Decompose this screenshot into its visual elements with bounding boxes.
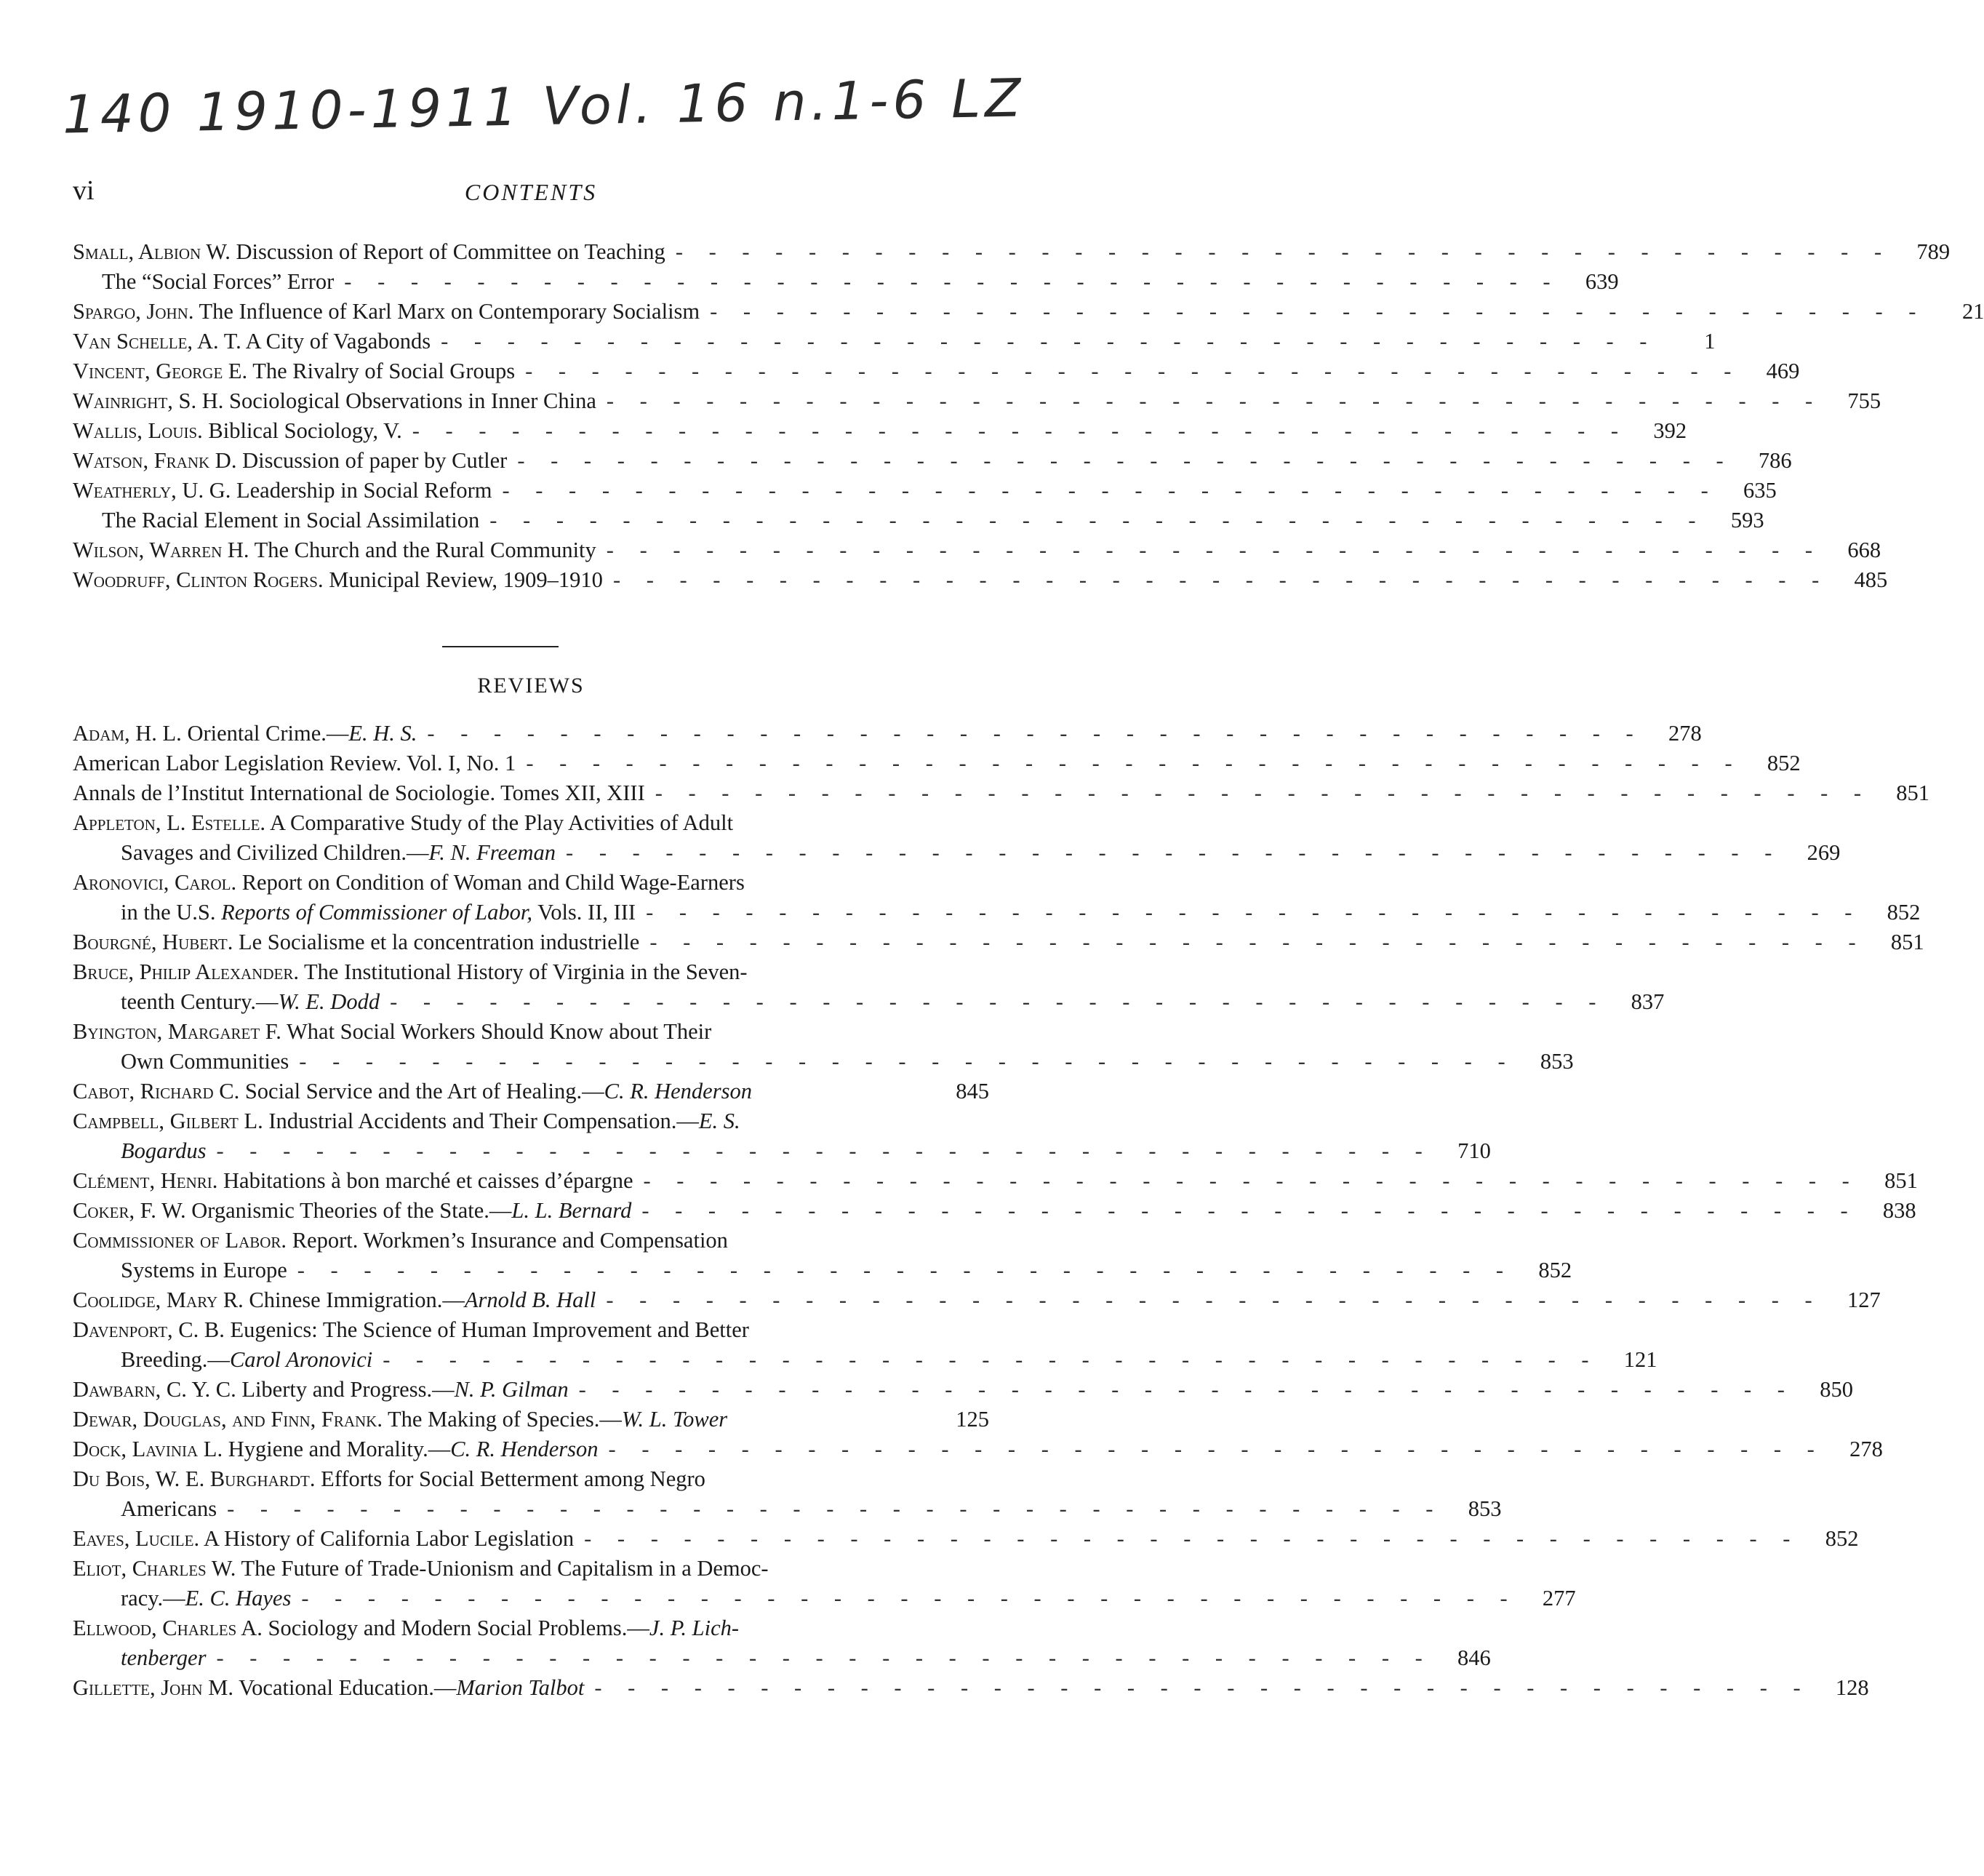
- review-entry: [73, 1554, 1576, 1613]
- dot-leader: - - - - - - - - - - - - - - - - - - - - - - - - - - - - - - - - - - - - -: [710, 299, 1927, 324]
- entry-reviewer: Reports of Commissioner of Labor,: [221, 900, 533, 925]
- dot-leader: - - - - - - - - - - - - - - - - - - - - - - - - - - - - - - - - - - - - -: [299, 1049, 1516, 1074]
- entry-text: [102, 267, 334, 297]
- entry-line: [73, 1047, 1574, 1077]
- entry-title: Sociology and Modern Social Problems.—: [268, 1616, 649, 1640]
- entry-text: [121, 987, 380, 1017]
- entry-text: [73, 957, 748, 987]
- entry-title: A History of California Labor Legislation: [204, 1526, 575, 1551]
- dot-leader: - - - - - - - - - - - - - - - - - - - - - - - - - - - - - - - - - - - - -: [608, 1437, 1825, 1461]
- dot-leader: - - - - - - - - - - - - - - - - - - - - - - - - - - - - - - - - - - - - -: [216, 1138, 1433, 1163]
- contents-entry: [73, 446, 1792, 476]
- entry-line: [73, 1405, 989, 1434]
- dot-leader: - - - - - - - - - - - - - - - - - - - - - - - - - - - - - - - - - - - - -: [612, 567, 1830, 592]
- page-number: 853: [1540, 1049, 1574, 1074]
- entry-title: Social Service and the Art of Healing.—: [244, 1079, 604, 1103]
- entry-title: Discussion of paper by Cutler: [242, 448, 508, 473]
- review-entry: [73, 749, 1801, 778]
- dot-leader: - - - - - - - - - - - - - - - - - - - - - - - - - - - - - - - - - - - - -: [643, 1168, 1860, 1193]
- entry-author: Eliot, Charles W.: [73, 1556, 236, 1581]
- entry-line: [73, 565, 1888, 595]
- entry-reviewer: Arnold B. Hall: [464, 1288, 596, 1312]
- entry-author: Spargo, John.: [73, 299, 194, 324]
- entry-title: Report. Workmen’s Insurance and Compensation: [292, 1228, 728, 1253]
- review-entry: [73, 1226, 1572, 1285]
- entry-reviewer: F. N. Freeman: [428, 840, 556, 865]
- entry-line: [73, 237, 1951, 267]
- reviews-list: [73, 719, 1930, 1703]
- entry-author: Coker, F. W.: [73, 1198, 186, 1223]
- entry-text: [73, 1524, 574, 1554]
- page-number: 469: [1766, 359, 1800, 383]
- contents-list: [73, 237, 1984, 595]
- dot-leader: - - - - - - - - - - - - - - - - - - - - - - - - - - - - - - - - - - - - -: [441, 329, 1657, 354]
- dot-leader: - - - - - - - - - - - - - - - - - - - - - - - - - - - - - - - - - - - - -: [578, 1377, 1795, 1402]
- entry-text: [73, 868, 745, 898]
- entry-author: Wilson, Warren H.: [73, 538, 249, 562]
- entry-line: [73, 808, 989, 838]
- entry-author: Bourgné, Hubert.: [73, 930, 233, 954]
- dot-leader: - - - - - - - - - - - - - - - - - - - - - - - - - - - - - - - - - - - - -: [502, 478, 1719, 503]
- contents-entry: [73, 386, 1881, 416]
- review-entry: [73, 1106, 1491, 1166]
- entry-title: Breeding.—: [121, 1347, 230, 1372]
- review-entry: [73, 1524, 1859, 1554]
- dot-leader: - - - - - - - - - - - - - - - - - - - - - - - - - - - - - - - - - - - - -: [594, 1675, 1811, 1700]
- review-entry: [73, 719, 1702, 749]
- dot-leader: - - - - - - - - - - - - - - - - - - - - - - - - - - - - - - - - - - - - -: [297, 1258, 1514, 1282]
- entry-line: [73, 1166, 1918, 1196]
- entry-reviewer: Marion Talbot: [456, 1675, 585, 1700]
- entry-line: [73, 1077, 989, 1106]
- entry-text: [121, 1256, 287, 1285]
- dot-leader: - - - - - - - - - - - - - - - - - - - - - - - - - - - - - - - - - - - - -: [584, 1526, 1801, 1551]
- review-entry: [73, 1434, 1883, 1464]
- page-number: 639: [1585, 269, 1619, 294]
- page-number: 278: [1849, 1437, 1883, 1461]
- entry-reviewer: E. H. S.: [348, 721, 417, 746]
- entry-text: [73, 327, 431, 356]
- entry-title: Leadership in Social Reform: [236, 478, 492, 503]
- review-entry: [73, 1285, 1881, 1315]
- folio-number: vi: [73, 175, 95, 206]
- entry-author: Coolidge, Mary R.: [73, 1288, 244, 1312]
- entry-line: [73, 957, 989, 987]
- entry-reviewer: W. E. Dodd: [278, 989, 380, 1014]
- entry-line: [73, 1285, 1881, 1315]
- page-number: 635: [1743, 478, 1777, 503]
- review-entry: [73, 1196, 1916, 1226]
- dot-leader: - - - - - - - - - - - - - - - - - - - - - - - - - - - - - - - - - - - - -: [641, 1198, 1858, 1223]
- entry-reviewer: L. L. Bernard: [511, 1198, 632, 1223]
- entry-line: [73, 1434, 1883, 1464]
- entry-line: [73, 535, 1881, 565]
- page-number: 786: [1758, 448, 1792, 473]
- entry-line: [73, 838, 1841, 868]
- dot-leader: - - - - - - - - - - - - - - - - - - - - - - - - - - - - - - - - - - - - -: [606, 538, 1823, 562]
- entry-title: The Rivalry of Social Groups: [252, 359, 516, 383]
- entry-author: Van Schelle, A. T.: [73, 329, 241, 354]
- entry-title: The “Social Forces” Error: [102, 269, 335, 294]
- entry-title: Systems in Europe: [121, 1258, 287, 1282]
- entry-line: [73, 749, 1801, 778]
- contents-entry: [73, 476, 1777, 506]
- entry-title: Hygiene and Morality.—: [228, 1437, 451, 1461]
- page-number: 851: [1890, 930, 1924, 954]
- page-number: 392: [1653, 418, 1687, 443]
- entry-title: Americans: [121, 1496, 217, 1521]
- review-entry: [73, 1405, 989, 1434]
- entry-title: Annals de l’Institut International de Sociologie. Tomes XII, XIII: [73, 781, 645, 805]
- entry-reviewer: J. P. Lich-: [649, 1616, 740, 1640]
- page-number: 21: [1961, 299, 1984, 324]
- page-number: 1: [1704, 329, 1716, 354]
- entry-text: [73, 1673, 584, 1703]
- entry-text: [73, 1166, 633, 1196]
- handwritten-catalog-note: 140 1910-1911 Vol. 16 n.1-6 LZ: [62, 67, 1026, 145]
- entry-text: [121, 838, 556, 868]
- entry-author: Campbell, Gilbert L.: [73, 1109, 263, 1133]
- entry-text: [73, 416, 402, 446]
- entry-line: [73, 1524, 1859, 1554]
- dot-leader: - - - - - - - - - - - - - - - - - - - - - - - - - - - - - - - - - - - - -: [216, 1645, 1433, 1670]
- entry-text: [73, 1315, 749, 1345]
- page-number: 485: [1854, 567, 1888, 592]
- contents-entry: [73, 237, 1951, 267]
- entry-title: American Labor Legislation Review. Vol. I, No. 1: [73, 751, 516, 775]
- entry-line: [73, 1226, 989, 1256]
- entry-line: [73, 356, 1800, 386]
- entry-reviewer: C. R. Henderson: [604, 1079, 752, 1103]
- entry-line: [73, 1375, 1853, 1405]
- entry-title: Organismic Theories of the State.—: [191, 1198, 512, 1223]
- entry-line: [73, 327, 1716, 356]
- entry-author: Weatherly, U. G.: [73, 478, 231, 503]
- entry-author: Eaves, Lucile.: [73, 1526, 200, 1551]
- review-entry: [73, 1017, 1574, 1077]
- entry-title: A Comparative Study of the Play Activities of Adult: [269, 810, 734, 835]
- entry-author: Watson, Frank D.: [73, 448, 237, 473]
- entry-title: The Racial Element in Social Assimilation: [102, 508, 480, 532]
- entry-title: What Social Workers Should Know about Their: [287, 1019, 712, 1044]
- entry-title: Industrial Accidents and Their Compensation.—: [268, 1109, 699, 1133]
- entry-title: Habitations à bon marché et caisses d’épargne: [223, 1168, 633, 1193]
- entry-title: in the U.S.: [121, 900, 216, 925]
- dot-leader: - - - - - - - - - - - - - - - - - - - - - - - - - - - - - - - - - - - - -: [655, 781, 1872, 805]
- dot-leader: - - - - - - - - - - - - - - - - - - - - - - - - - - - - - - - - - - - - -: [525, 359, 1742, 383]
- page-number: 127: [1847, 1288, 1881, 1312]
- entry-author: Bruce, Philip Alexander.: [73, 959, 299, 984]
- entry-title: The Influence of Karl Marx on Contemporary Socialism: [199, 299, 700, 324]
- entry-line: [73, 1315, 989, 1345]
- entry-title: Efforts for Social Betterment among Negro: [321, 1466, 705, 1491]
- entry-text: [121, 1584, 291, 1613]
- entry-line: [73, 416, 1687, 446]
- entry-title: Savages and Civilized Children.—: [121, 840, 429, 865]
- dot-leader: - - - - - - - - - - - - - - - - - - - - - - - - - - - - - - - - - - - - -: [489, 508, 1706, 532]
- page-number: 789: [1916, 239, 1951, 264]
- entry-title: Oriental Crime.—: [187, 721, 349, 746]
- page-number: 128: [1835, 1675, 1869, 1700]
- page-number: 851: [1896, 781, 1930, 805]
- entry-text: [73, 1613, 739, 1643]
- entry-text: [73, 1226, 728, 1256]
- contents-entry: [73, 267, 1619, 297]
- entry-title: Eugenics: The Science of Human Improvement and Better: [230, 1317, 749, 1342]
- entry-title: Report on Condition of Woman and Child Wage-Earners: [241, 870, 745, 895]
- entry-line: [73, 446, 1792, 476]
- entry-text: [73, 927, 639, 957]
- entry-text: [121, 1345, 372, 1375]
- entry-author: Ellwood, Charles A.: [73, 1616, 263, 1640]
- entry-text: [121, 1643, 206, 1673]
- entry-title: The Making of Species.—: [388, 1407, 622, 1432]
- reviews-heading: REVIEWS: [477, 674, 585, 698]
- page-number: 837: [1631, 989, 1665, 1014]
- dot-leader: - - - - - - - - - - - - - - - - - - - - - - - - - - - - - - - - - - - - -: [606, 388, 1823, 413]
- entry-author: Dawbarn, C. Y. C.: [73, 1377, 236, 1402]
- entry-line: [73, 1136, 1491, 1166]
- page-header: [73, 175, 989, 211]
- page-number: 845: [956, 1079, 989, 1103]
- entry-title: Sociological Observations in Inner China: [229, 388, 596, 413]
- page-number: 710: [1457, 1138, 1491, 1163]
- entry-line: [73, 267, 1619, 297]
- review-entry: [73, 1464, 1502, 1524]
- entry-text: [73, 1375, 569, 1405]
- entry-author: Cabot, Richard C.: [73, 1079, 240, 1103]
- entry-text: [73, 719, 417, 749]
- dot-leader: - - - - - - - - - - - - - - - - - - - - - - - - - - - - - - - - - - - - -: [383, 1347, 1599, 1372]
- review-entry: [73, 1166, 1918, 1196]
- page-number: 593: [1730, 508, 1764, 532]
- page-number: 668: [1847, 538, 1881, 562]
- entry-line: [73, 868, 989, 898]
- review-entry: [73, 808, 1841, 868]
- entry-title-tail: Vols. II, III: [537, 900, 636, 925]
- entry-reviewer: Bogardus: [121, 1138, 207, 1163]
- review-entry: [73, 1315, 1657, 1375]
- page-number: 125: [956, 1407, 989, 1432]
- entry-line: [73, 719, 1702, 749]
- entry-reviewer: W. L. Tower: [621, 1407, 728, 1432]
- review-entry: [73, 1613, 1491, 1673]
- contents-entry: [73, 565, 1888, 595]
- entry-author: Wainright, S. H.: [73, 388, 224, 413]
- entry-text: [73, 237, 665, 267]
- entry-reviewer: E. C. Hayes: [185, 1586, 292, 1610]
- page-number: 853: [1468, 1496, 1502, 1521]
- entry-text: [73, 1017, 711, 1047]
- review-entry: [73, 1077, 989, 1106]
- entry-line: [73, 1106, 989, 1136]
- contents-entry: [73, 506, 1764, 535]
- running-head: CONTENTS: [464, 179, 598, 205]
- page-number: 755: [1847, 388, 1881, 413]
- entry-text: [73, 535, 596, 565]
- contents-entry: [73, 327, 1716, 356]
- entry-author: Vincent, George E.: [73, 359, 248, 383]
- page-number: 852: [1887, 900, 1921, 925]
- entry-author: Clément, Henri.: [73, 1168, 218, 1193]
- dot-leader: - - - - - - - - - - - - - - - - - - - - - - - - - - - - - - - - - - - - -: [344, 269, 1561, 294]
- entry-title: The Institutional History of Virginia in the Seven-: [304, 959, 748, 984]
- dot-leader: - - - - - - - - - - - - - - - - - - - - - - - - - - - - - - - - - - - - -: [566, 840, 1783, 865]
- entry-reviewer: Carol Aronovici: [229, 1347, 373, 1372]
- dot-leader: - - - - - - - - - - - - - - - - - - - - - - - - - - - - - - - - - - - - -: [517, 448, 1734, 473]
- entry-reviewer: C. R. Henderson: [450, 1437, 599, 1461]
- review-entry: [73, 957, 1665, 1017]
- dot-leader: - - - - - - - - - - - - - - - - - - - - - - - - - - - - - - - - - - - - -: [526, 751, 1743, 775]
- entry-line: [73, 1494, 1502, 1524]
- review-entry: [73, 1673, 1869, 1703]
- entry-author: Adam, H. L.: [73, 721, 182, 746]
- entry-text: [73, 749, 516, 778]
- entry-text: [73, 778, 645, 808]
- page-number: 269: [1807, 840, 1841, 865]
- entry-line: [73, 386, 1881, 416]
- dot-leader: - - - - - - - - - - - - - - - - - - - - - - - - - - - - - - - - - - - - -: [301, 1586, 1518, 1610]
- contents-entry: [73, 535, 1881, 565]
- entry-author: Gillette, John M.: [73, 1675, 233, 1700]
- entry-line: [73, 1256, 1572, 1285]
- page-number: 278: [1668, 721, 1702, 746]
- entry-author: Woodruff, Clinton Rogers.: [73, 567, 324, 592]
- entry-text: [121, 1136, 207, 1166]
- entry-text: [73, 808, 733, 838]
- entry-line: [73, 1464, 989, 1494]
- entry-text: [73, 1434, 599, 1464]
- page-number: 277: [1542, 1586, 1576, 1610]
- page-number: 852: [1825, 1526, 1859, 1551]
- entry-line: [73, 1554, 989, 1584]
- dot-leader: - - - - - - - - - - - - - - - - - - - - - - - - - - - - - - - - - - - - -: [390, 989, 1607, 1014]
- page-number: 851: [1884, 1168, 1918, 1193]
- entry-title: Biblical Sociology, V.: [208, 418, 402, 443]
- page-number: 838: [1882, 1198, 1916, 1223]
- dot-leader: - - - - - - - - - - - - - - - - - - - - - - - - - - - - - - - - - - - - -: [427, 721, 1644, 746]
- page-number: 121: [1623, 1347, 1657, 1372]
- entry-line: [73, 1196, 1916, 1226]
- dot-leader: - - - - - - - - - - - - - - - - - - - - - - - - - - - - - - - - - - - - -: [227, 1496, 1444, 1521]
- entry-author: Wallis, Louis.: [73, 418, 203, 443]
- entry-text: [121, 1494, 217, 1524]
- entry-line: [73, 778, 1930, 808]
- entry-line: [73, 1584, 1576, 1613]
- entry-author: Davenport, C. B.: [73, 1317, 225, 1342]
- entry-title: Le Socialisme et la concentration industrielle: [238, 930, 640, 954]
- entry-title: Municipal Review, 1909–1910: [329, 567, 603, 592]
- entry-title: Chinese Immigration.—: [249, 1288, 465, 1312]
- entry-author: Dock, Lavinia L.: [73, 1437, 223, 1461]
- contents-entry: [73, 297, 1984, 327]
- entry-title: The Future of Trade-Unionism and Capitalism in a Democ-: [241, 1556, 769, 1581]
- entry-text: [73, 386, 596, 416]
- entry-title: teenth Century.—: [121, 989, 279, 1014]
- entry-line: [73, 987, 1665, 1017]
- entry-line: [73, 1643, 1491, 1673]
- section-divider: [442, 646, 559, 647]
- dot-leader: - - - - - - - - - - - - - - - - - - - - - - - - - - - - - - - - - - - - -: [606, 1288, 1823, 1312]
- entry-text: [73, 1106, 740, 1136]
- entry-reviewer: E. S.: [698, 1109, 740, 1133]
- entry-text: [73, 1554, 769, 1584]
- entry-line: [73, 1613, 989, 1643]
- entry-text: [73, 297, 700, 327]
- entry-text: [73, 1077, 752, 1106]
- entry-text: [102, 506, 479, 535]
- entry-line: [73, 927, 1924, 957]
- dot-leader: - - - - - - - - - - - - - - - - - - - - - - - - - - - - - - - - - - - - -: [412, 418, 1629, 443]
- entry-text: [121, 898, 636, 927]
- entry-reviewer: N. P. Gilman: [454, 1377, 569, 1402]
- entry-author: Byington, Margaret F.: [73, 1019, 281, 1044]
- entry-title: Liberty and Progress.—: [241, 1377, 455, 1402]
- review-entry: [73, 778, 1930, 808]
- entry-reviewer: tenberger: [121, 1645, 207, 1670]
- entry-text: [73, 1285, 596, 1315]
- entry-title: Own Communities: [121, 1049, 289, 1074]
- entry-author: Dewar, Douglas, and Finn, Frank.: [73, 1407, 383, 1432]
- entry-title: A City of Vagabonds: [245, 329, 431, 354]
- entry-text: [73, 356, 515, 386]
- contents-entry: [73, 356, 1800, 386]
- entry-text: [121, 1047, 289, 1077]
- entry-text: [73, 446, 507, 476]
- review-entry: [73, 1375, 1853, 1405]
- entry-text: [73, 476, 492, 506]
- entry-author: Du Bois, W. E. Burghardt.: [73, 1466, 316, 1491]
- contents-entry: [73, 416, 1687, 446]
- dot-leader: - - - - - - - - - - - - - - - - - - - - - - - - - - - - - - - - - - - - -: [649, 930, 1866, 954]
- entry-title: Vocational Education.—: [239, 1675, 457, 1700]
- entry-text: [73, 565, 603, 595]
- page-number: 850: [1820, 1377, 1853, 1402]
- entry-line: [73, 898, 1921, 927]
- entry-text: [73, 1405, 727, 1434]
- entry-author: Commissioner of Labor.: [73, 1228, 287, 1253]
- entry-author: Aronovici, Carol.: [73, 870, 237, 895]
- entry-text: [73, 1464, 705, 1494]
- entry-line: [73, 1017, 989, 1047]
- entry-line: [73, 297, 1984, 327]
- entry-line: [73, 1345, 1657, 1375]
- entry-line: [73, 476, 1777, 506]
- entry-title: Discussion of Report of Committee on Teaching: [236, 239, 665, 264]
- entry-line: [73, 1673, 1869, 1703]
- entry-line: [73, 506, 1764, 535]
- page-number: 846: [1457, 1645, 1491, 1670]
- dot-leader: - - - - - - - - - - - - - - - - - - - - - - - - - - - - - - - - - - - - -: [646, 900, 1863, 925]
- review-entry: [73, 868, 1921, 927]
- dot-leader: - - - - - - - - - - - - - - - - - - - - - - - - - - - - - - - - - - - - -: [675, 239, 1892, 264]
- entry-author: Appleton, L. Estelle.: [73, 810, 266, 835]
- entry-author: Small, Albion W.: [73, 239, 231, 264]
- entry-title: The Church and the Rural Community: [254, 538, 596, 562]
- review-entry: [73, 927, 1924, 957]
- page-number: 852: [1538, 1258, 1572, 1282]
- entry-text: [73, 1196, 631, 1226]
- page-number: 852: [1767, 751, 1801, 775]
- entry-title: racy.—: [121, 1586, 185, 1610]
